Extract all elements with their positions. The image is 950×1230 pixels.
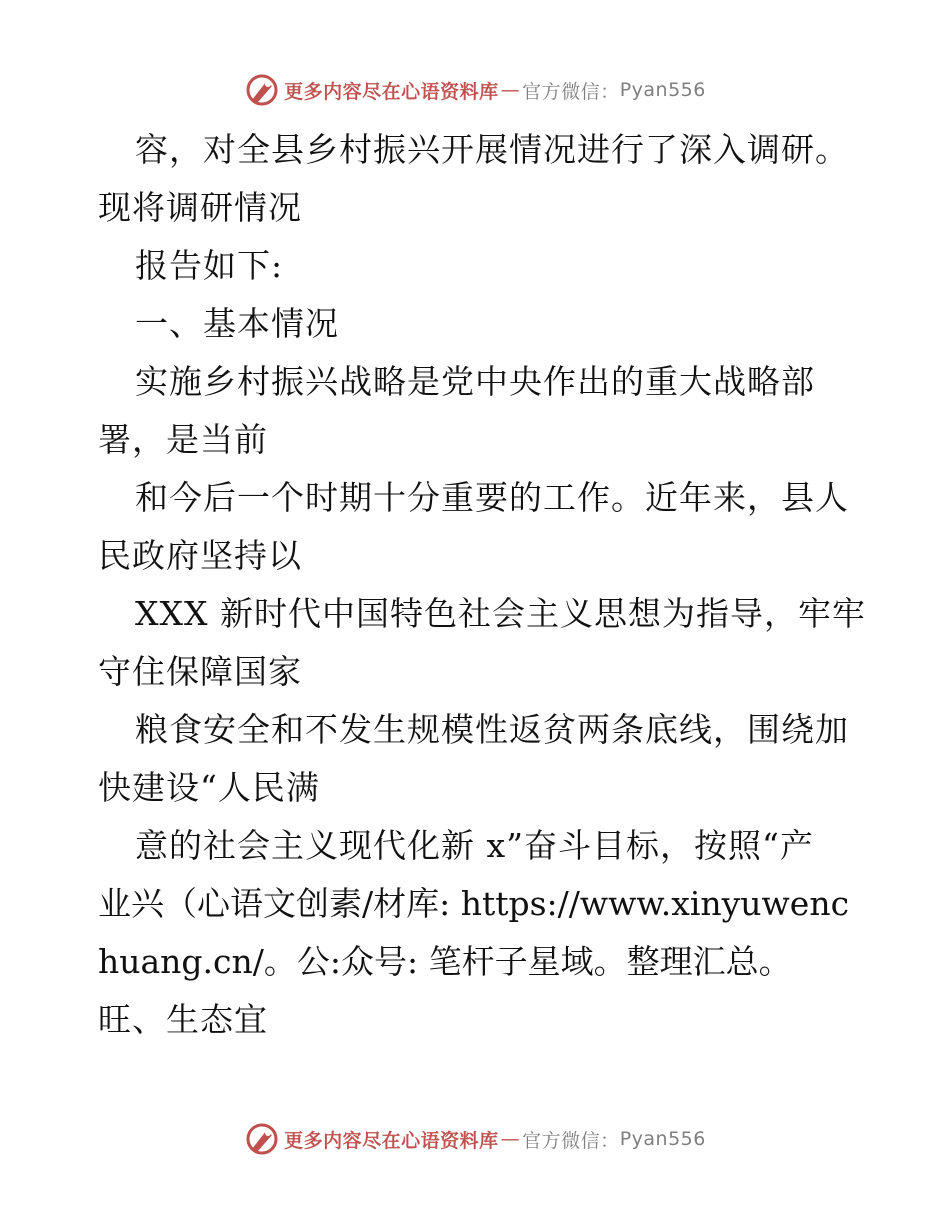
body-line: 容，对全县乡村振兴开展情况进行了深入调研。 <box>135 130 849 169</box>
section-heading: 一、基本情况 <box>135 304 339 343</box>
body-line: 粮食安全和不发生规模性返贫两条底线，围绕加 <box>135 710 849 749</box>
watermark-wechat-id: Pyan556 <box>619 79 706 101</box>
body-line: 现将调研情况 <box>98 188 302 227</box>
body-line: 业兴（心语文创素/材库: https://www.xinyuwenc <box>98 884 850 923</box>
document-body <box>98 121 866 1049</box>
body-line: 实施乡村振兴战略是党中央作出的重大战略部 <box>135 362 815 401</box>
watermark-wechat-id: Pyan556 <box>619 1128 706 1150</box>
pen-nib-logo-icon <box>244 72 280 108</box>
watermark-brand-text: 更多内容尽在心语资料库 <box>284 1129 499 1152</box>
body-line: XXX 新时代中国特色社会主义思想为指导，牢牢 <box>135 594 866 633</box>
body-line: 报告如下: <box>135 246 284 285</box>
body-line: 署，是当前 <box>98 420 268 459</box>
body-line: 意的社会主义现代化新 x”奋斗目标，按照“产 <box>135 826 814 865</box>
body-line: 和今后一个时期十分重要的工作。近年来，县人 <box>135 478 849 517</box>
watermark-brand-text: 更多内容尽在心语资料库 <box>284 80 499 103</box>
header-watermark <box>0 70 950 110</box>
body-line: huang.cn/。公:众号: 笔杆子星域。整理汇总。 <box>98 942 792 981</box>
body-line: 民政府坚持以 <box>98 536 302 575</box>
watermark-dash: — <box>500 1128 521 1150</box>
watermark-contact-text: 官方微信： <box>522 1129 620 1152</box>
body-line: 快建设“人民满 <box>98 768 320 807</box>
watermark-dash: — <box>500 79 521 101</box>
pen-nib-logo-icon <box>244 1121 280 1157</box>
body-line: 旺、生态宜 <box>98 1000 268 1039</box>
watermark-contact-text: 官方微信： <box>522 80 620 103</box>
body-line: 守住保障国家 <box>98 652 302 691</box>
footer-watermark <box>0 1119 950 1159</box>
